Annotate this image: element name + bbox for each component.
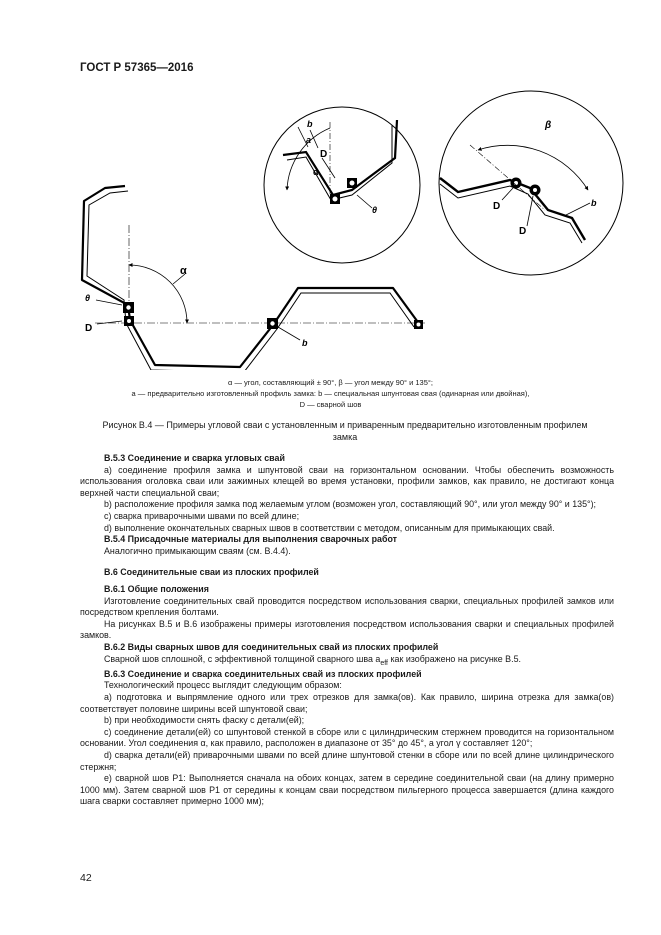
legend-line-1: α — угол, составляющий ± 90°, β — угол между 90° и 135°; bbox=[228, 378, 433, 387]
section-b62-title: В.6.2 Виды сварных швов для соединительных свай из плоских профилей bbox=[104, 641, 439, 652]
label-D-circle2-a: D bbox=[493, 201, 501, 212]
section-b63-item-b: b) при необходимости снять фаску с детали(ей); bbox=[104, 715, 305, 726]
section-b53-item-b: b) расположение профиля замка под желаемым углом (возможен угол, составляющий 90°, или угол между 90° и 135°); bbox=[104, 499, 597, 510]
label-D-main: D bbox=[85, 323, 93, 334]
section-b53-item-d: d) выполнение окончательных сварных швов в соответствии с методом, описанным для примыкающих свай. bbox=[104, 522, 555, 533]
section-b63-item-a: а) подготовка и выпрямление одного или трех отрезков для замка(ов). Как правило, ширина отрезка для замка(ов) соответствует половине ширины всей шпунтовой сваи; bbox=[80, 692, 614, 714]
section-b53-title: В.5.3 Соединение и сварка угловых свай bbox=[104, 453, 285, 463]
legend-line-2: a — предварительно изготовленный профиль замка: b — специальная шпунтовая свая (одинарная или двойная), bbox=[131, 389, 530, 398]
label-theta-main: θ bbox=[85, 293, 91, 303]
label-alpha-main: α bbox=[180, 265, 187, 277]
section-b62-p1: Сварной шов сплошной, с эффективной толщиной сварного шва $a_{eff}$ как изображено на рисунке В.5. bbox=[104, 653, 521, 667]
section-b61-title: В.6.1 Общие положения bbox=[104, 583, 209, 594]
legend-line-3: D — сварной шов bbox=[299, 400, 362, 409]
label-b-circle1: b bbox=[307, 119, 313, 129]
section-b63-item-c: с) соединение детали(ей) со шпунтовой стенкой в сборе или с цилиндрическим стержнем проводится на горизонтальном основании. Угол соединения α, как правило, расположен в диапазоне от 35° до 45°, а угол γ составляет 120°; bbox=[80, 726, 614, 749]
label-alpha-circle1: α bbox=[313, 167, 319, 177]
section-b54-text: Аналогично примыкающим сваям (см. В.4.4). bbox=[104, 545, 291, 556]
detail-circle-left bbox=[264, 107, 420, 263]
label-beta-circle2: β bbox=[545, 120, 552, 131]
page-number: 42 bbox=[80, 872, 92, 884]
label-b-circle2: b bbox=[591, 198, 597, 208]
section-b53-item-c: с) сварка приварочными швами по всей длине; bbox=[104, 510, 300, 521]
document-header: ГОСТ Р 57365—2016 bbox=[80, 62, 194, 74]
label-a-circle1: a bbox=[306, 135, 312, 145]
label-b-main: b bbox=[302, 338, 308, 348]
section-b61-p1: Изготовление соединительных свай проводится посредством использования сварки, специальных профилей замков или посредством крепления болтами. bbox=[80, 595, 614, 618]
body-text bbox=[80, 453, 614, 808]
figure-legend bbox=[0, 377, 661, 410]
label-theta-circle1: θ bbox=[372, 205, 378, 215]
figure-b4 bbox=[0, 0, 661, 370]
label-D-circle1: D bbox=[320, 149, 328, 160]
section-b63-p1: Технологический процесс выглядит следующим образом: bbox=[104, 680, 342, 691]
section-b63-title: В.6.3 Соединение и сварка соединительных свай из плоских профилей bbox=[104, 668, 422, 679]
detail-circle-right bbox=[439, 91, 623, 275]
section-b6-title: В.6 Соединительные сваи из плоских профилей bbox=[104, 567, 319, 578]
section-b53-item-a: а) соединение профиля замка и шпунтовой сваи на горизонтальном основании. Чтобы обеспечить возможность использования оголовка сваи или зажимных клещей во время установки, профили замков, как правило, не достигают конца верхней части специальной сваи; bbox=[80, 464, 614, 498]
section-b54-title: В.5.4 Присадочные материалы для выполнения сварочных работ bbox=[104, 534, 398, 545]
section-b63-item-d: d) сварка детали(ей) приварочными швами по всей длине шпунтовой стенки в сборе или по всей длине цилиндрического стержня; bbox=[80, 750, 614, 772]
section-b63-item-e: е) сварной шов Р1: Выполняется сначала на обоих концах, затем в середине соединительной сваи (на длину примерно 1000 мм). Затем сварной шов Р1 от середины к концам сваи посредством пильгерного процесса завершается (длина каждого шага сварки составляет примерно 1000 мм); bbox=[80, 773, 614, 807]
figure-caption: Рисунок В.4 — Примеры угловой сваи с установленным и приваренным предварительно изготовленным профилем замка bbox=[102, 420, 588, 442]
label-D-circle2-b: D bbox=[519, 226, 527, 237]
section-b61-p2: На рисунках В.5 и В.6 изображены примеры изготовления посредством использования сварки и специальных профилей замков. bbox=[80, 618, 614, 641]
